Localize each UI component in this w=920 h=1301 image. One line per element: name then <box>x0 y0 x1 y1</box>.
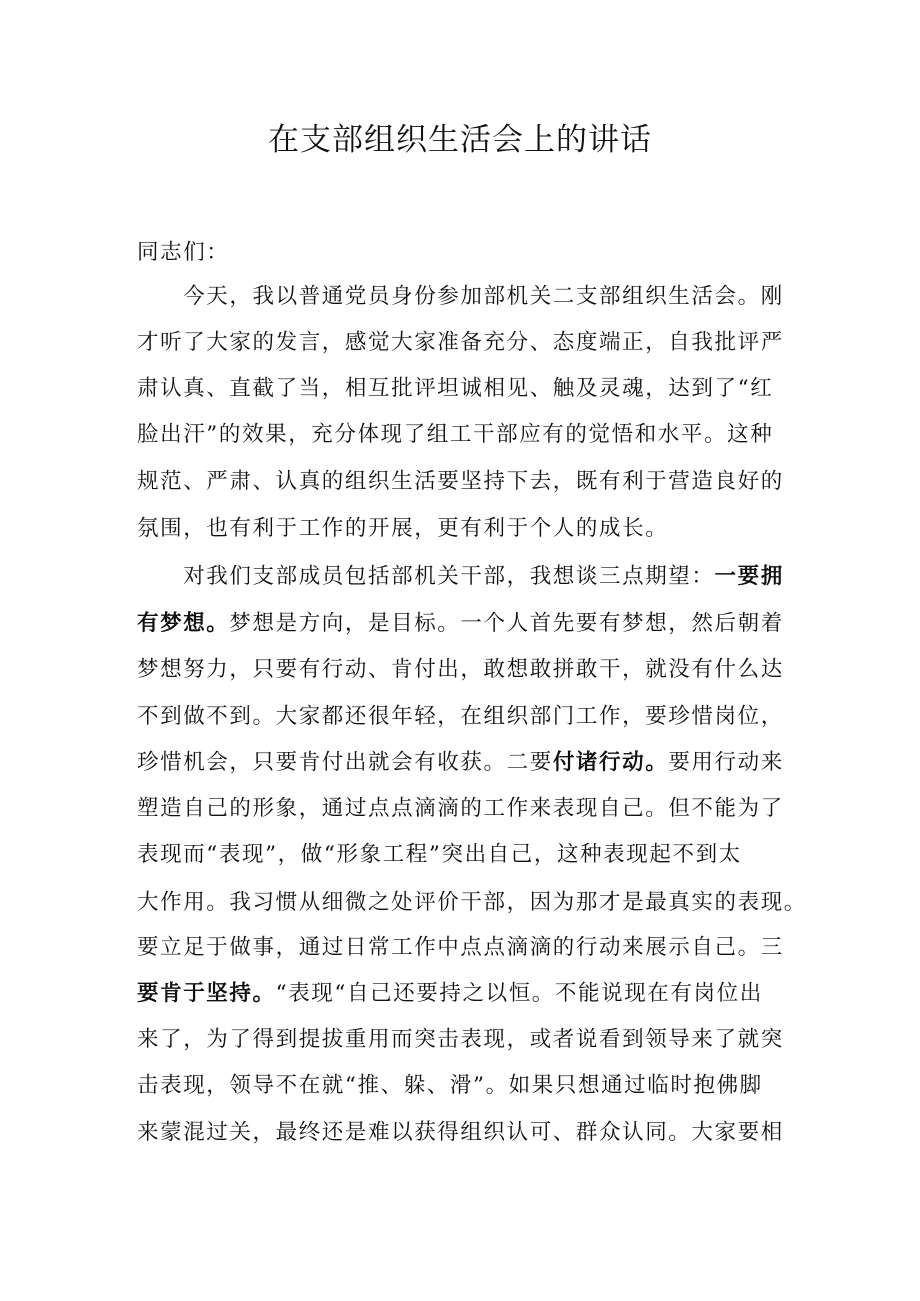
text-segment: 规范、严肃、认真的组织生活要坚持下去，既有利于营造良好的 <box>137 469 784 494</box>
paragraph-line <box>137 702 784 732</box>
bold-text: 要肯于坚持。 <box>137 981 276 1006</box>
paragraph-line <box>137 467 784 497</box>
salutation: 同志们： <box>137 240 230 265</box>
text-segment: “表现“自己还要持之以恒。不能说现在有岗位出 <box>275 981 763 1006</box>
bold-text: 付诸行动。 <box>552 750 669 775</box>
text-segment: 大作用。我习惯从细微之处评价干部，因为那才是最真实的表现。 <box>137 890 807 915</box>
paragraph-line <box>137 794 784 824</box>
text-segment: 表现而“表现”，做“形象工程”突出自己，这种表现起不到太 <box>137 842 742 867</box>
text-segment: 要用行动来 <box>668 750 784 775</box>
text-segment: 来蒙混过关，最终还是难以获得组织认可、群众认同。大家要相 <box>137 1120 784 1145</box>
paragraph-line <box>137 328 784 358</box>
paragraph-line <box>137 1071 763 1101</box>
paragraph-line <box>137 655 784 685</box>
text-segment: 今天，我以普通党员身份参加部机关二支部组织生活会。刚 <box>137 284 784 309</box>
text-segment: 对我们支部成员包括部机关干部，我想谈三点期望： <box>137 564 715 589</box>
text-segment: 梦想是方向，是目标。一个人首先要有梦想，然后朝着 <box>229 611 784 636</box>
bold-text: 一要拥 <box>714 564 784 589</box>
text-segment: 梦想努力，只要有行动、肯付出，敢想敢拼敢干，就没有什么达 <box>137 657 784 682</box>
paragraph-line <box>137 374 773 404</box>
bold-text: 有梦想。 <box>137 611 230 636</box>
paragraph-line <box>137 748 784 778</box>
paragraph-line <box>137 282 784 312</box>
paragraph-line <box>137 979 763 1009</box>
text-segment: 击表现，领导不在就“推、躲、滑”。如果只想通过临时抱佛脚 <box>137 1073 763 1098</box>
document-title: 在支部组织生活会上的讲话 <box>268 122 652 158</box>
text-segment: 氛围，也有利于工作的开展，更有利于个人的成长。 <box>137 516 669 541</box>
paragraph-line <box>137 1118 784 1148</box>
text-segment: 脸出汗”的效果，充分体现了组工干部应有的觉悟和水平。这种 <box>137 422 774 447</box>
paragraph-line <box>137 933 784 963</box>
paragraph-line <box>137 514 668 544</box>
text-segment: 塑造自己的形象，通过点点滴滴的工作来表现自己。但不能为了 <box>137 796 784 821</box>
text-segment: 才听了大家的发言，感觉大家准备充分、态度端正，自我批评严 <box>137 330 784 355</box>
text-segment: 来了，为了得到提拔重用而突击表现，或者说看到领导来了就突 <box>137 1027 784 1052</box>
paragraph-line <box>137 840 742 870</box>
paragraph-line <box>137 1025 784 1055</box>
text-segment: 要立足于做事，通过日常工作中点点滴滴的行动来展示自己。三 <box>137 935 784 960</box>
paragraph-line <box>137 562 784 592</box>
text-segment: 肃认真、直截了当，相互批评坦诚相见、触及灵魂，达到了“红 <box>137 376 774 401</box>
text-segment: 珍惜机会，只要肯付出就会有收获。二要 <box>137 750 553 775</box>
paragraph-line <box>137 609 784 639</box>
paragraph-line <box>137 888 807 918</box>
paragraph-line <box>137 420 773 450</box>
text-segment: 不到做不到。大家都还很年轻，在组织部门工作，要珍惜岗位， <box>137 704 784 729</box>
